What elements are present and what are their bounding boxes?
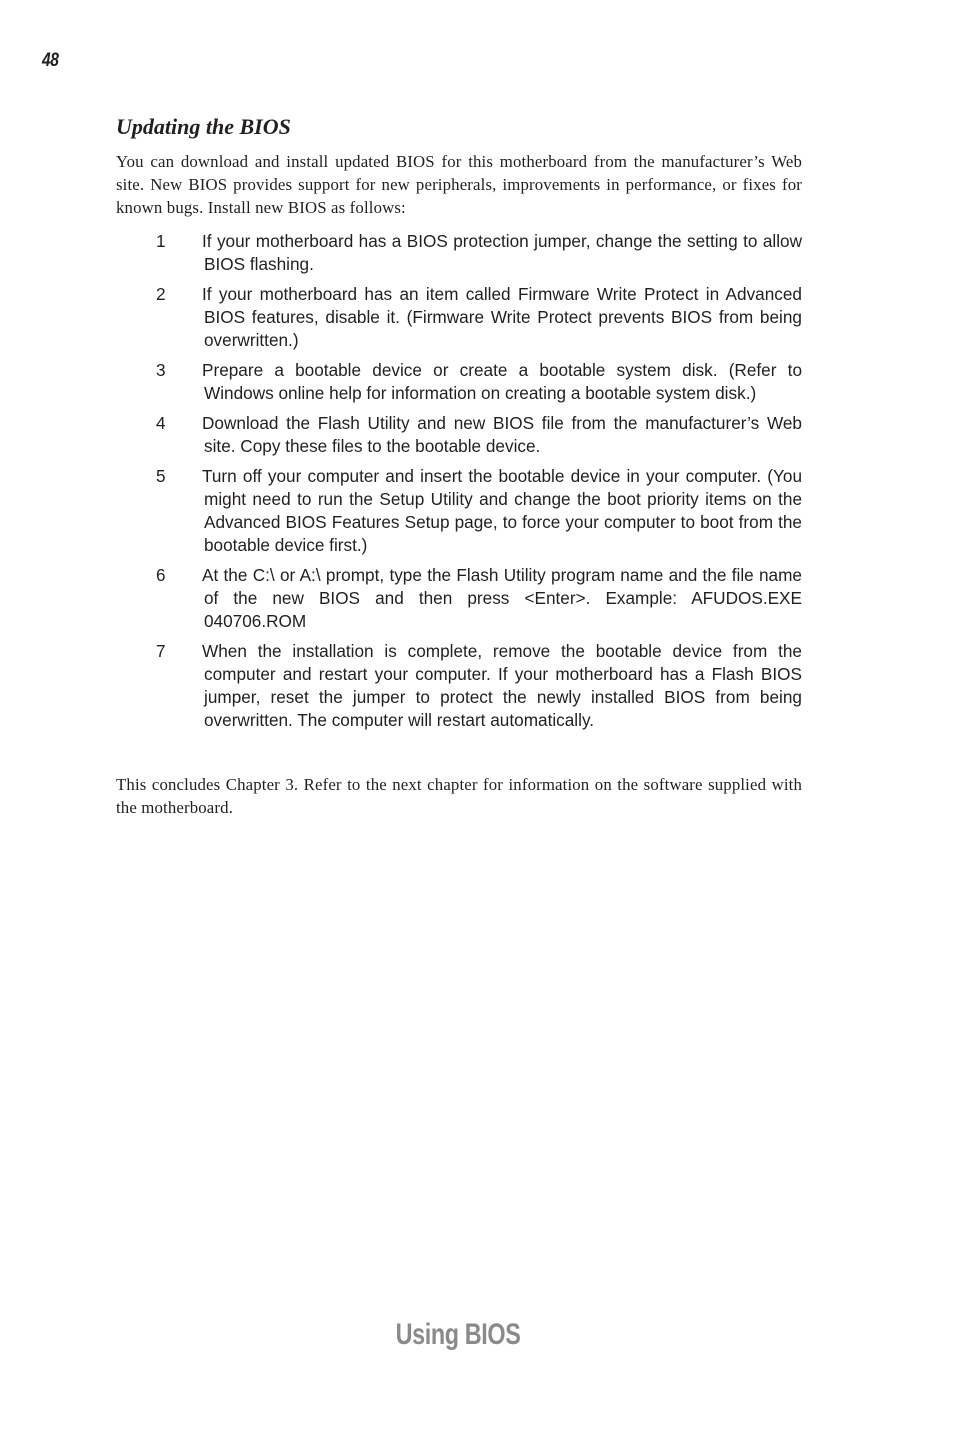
intro-paragraph: You can download and install updated BIOS for this motherboard from the manufacturer’s Web site. New BIOS provides support for new peripherals, improvements in performance, or fixes for known bugs. Install new BIOS as follows: — [116, 152, 802, 218]
step-item — [116, 359, 802, 405]
main-content — [116, 112, 802, 819]
step-item — [116, 283, 802, 352]
step-text: When the installation is complete, remove the bootable device from the computer and restart your computer. If your motherboard has a Flash BIOS jumper, reset the jumper to protect the newly installed BIOS from being overwritten. The computer will restart automatically. — [202, 640, 802, 730]
steps-list — [116, 230, 802, 732]
step-number: 2 — [156, 283, 166, 304]
step-text: Prepare a bootable device or create a bootable system disk. (Refer to Windows online help for information on creating a bootable system disk.) — [202, 359, 802, 403]
step-text: At the C:\ or A:\ prompt, type the Flash Utility program name and the file name of the new BIOS and then press <Enter>. Example: AFUDOS.EXE 040706.ROM — [202, 564, 802, 631]
step-number: 1 — [156, 230, 166, 251]
step-number: 3 — [156, 359, 166, 380]
step-text: Download the Flash Utility and new BIOS file from the manufacturer’s Web site. Copy these files to the bootable device. — [202, 412, 802, 456]
step-number: 7 — [156, 640, 166, 661]
step-number: 5 — [156, 465, 166, 486]
step-item — [116, 230, 802, 276]
step-text: If your motherboard has a BIOS protection jumper, change the setting to allow BIOS flashing. — [202, 230, 802, 274]
section-heading: Updating the BIOS — [116, 114, 291, 139]
conclusion-paragraph: This concludes Chapter 3. Refer to the next chapter for information on the software supplied with the motherboard. — [116, 774, 802, 817]
step-item — [116, 564, 802, 633]
step-item — [116, 640, 802, 732]
step-item — [116, 412, 802, 458]
step-number: 6 — [156, 564, 166, 585]
footer-chapter-title-text: Using BIOS — [395, 1318, 521, 1351]
footer-chapter-title — [0, 1318, 916, 1352]
step-text: Turn off your computer and insert the bootable device in your computer. (You might need to run the Setup Utility and change the boot priority items on the Advanced BIOS Features Setup page, to force your computer to boot from the bootable device first.) — [202, 465, 802, 555]
step-item — [116, 465, 802, 557]
page-number: 48 — [42, 50, 59, 71]
step-text: If your motherboard has an item called Firmware Write Protect in Advanced BIOS features, disable it. (Firmware Write Protect prevents BIOS from being overwritten.) — [202, 283, 802, 350]
step-number: 4 — [156, 412, 166, 433]
